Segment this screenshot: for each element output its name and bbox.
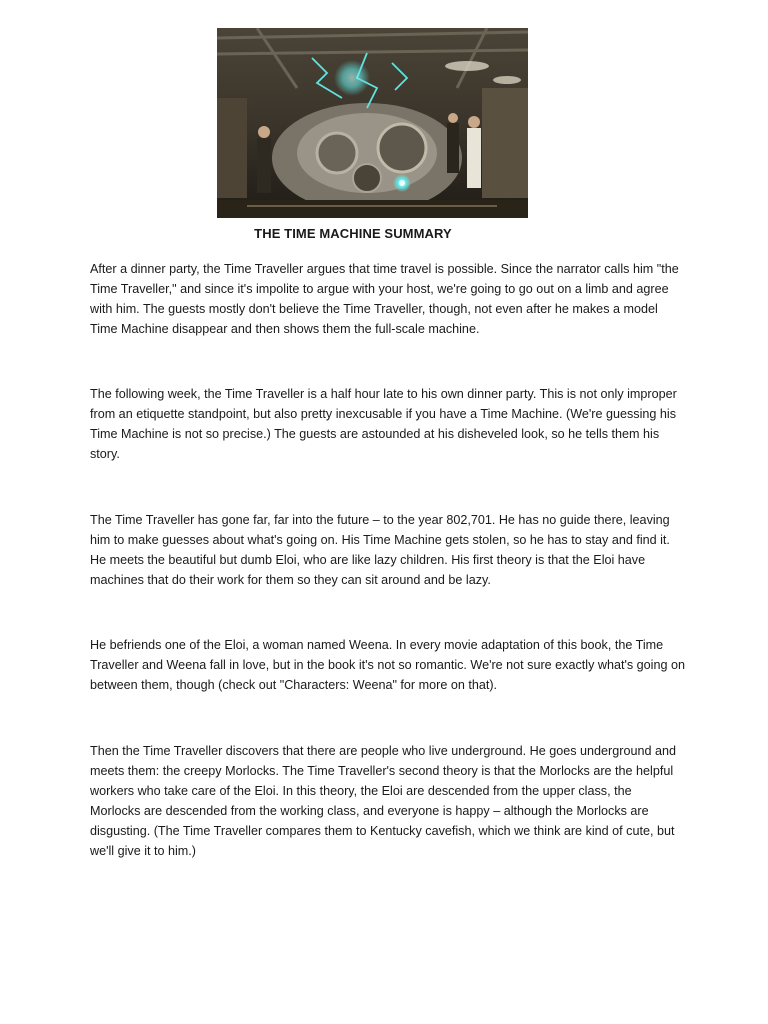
document-title: THE TIME MACHINE SUMMARY (254, 226, 452, 241)
paragraph-late-return (90, 384, 685, 464)
paragraph-text: The Time Traveller has gone far, far into the future – to the year 802,701. He has no guide there, leaving him to make guesses about what's going on. His Time Machine gets stolen, so he has to stay and find it. He meets the beautiful but dumb Eloi, who are like lazy children. His first theory is that the Eloi have machines that do their work for them so they can sit around and be lazy. (90, 513, 670, 587)
paragraph-weena (90, 635, 685, 695)
time-machine-illustration (217, 28, 528, 218)
paragraph-text: He befriends one of the Eloi, a woman named Weena. In every movie adaptation of this book, the Time Traveller and Weena fall in love, but in the book it's not so romantic. We're not sure exactly what's going on between them, though (check out "Characters: Weena" for more on that). (90, 638, 685, 692)
paragraph-text: The following week, the Time Traveller is a half hour late to his own dinner party. This is not only improper from an etiquette standpoint, but also pretty inexcusable if you have a Time Machine. (We're guessing his Time Machine is not so precise.) The guests are astounded at his disheveled look, so he tells them his story. (90, 387, 677, 461)
paragraph-morlocks (90, 741, 685, 861)
illustration-artwork (217, 28, 528, 218)
paragraph-future-eloi (90, 510, 685, 590)
paragraph-dinner-party (90, 259, 685, 339)
paragraph-text: After a dinner party, the Time Traveller argues that time travel is possible. Since the narrator calls him "the Time Traveller," and since it's impolite to argue with your host, we're going to go out on a limb and agree with him. The guests mostly don't believe the Time Traveller, though, not even after he makes a model Time Machine disappear and then shows them the full-scale machine. (90, 262, 679, 336)
paragraph-text: Then the Time Traveller discovers that there are people who live underground. He goes underground and meets them: the creepy Morlocks. The Time Traveller's second theory is that the Morlocks are the helpful workers who take care of the Eloi. In this theory, the Eloi are descended from the upper class, the Morlocks are descended from the working class, and everyone is happy – although the Morlocks are disgusting. (The Time Traveller compares them to Kentucky cavefish, which we think are kind of cute, but we'll give it to him.) (90, 744, 676, 858)
